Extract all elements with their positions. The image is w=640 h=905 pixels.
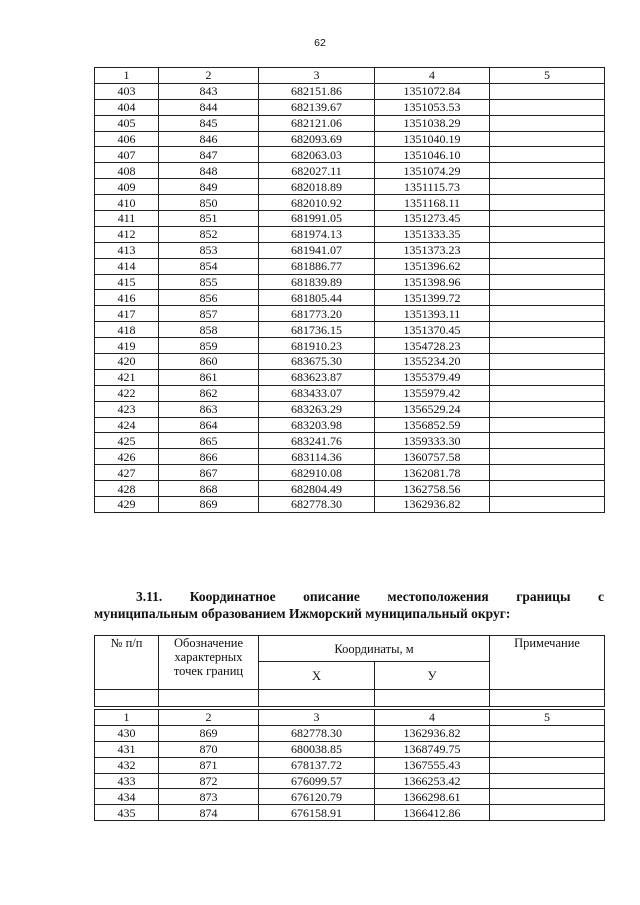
table-cell: 847 (159, 147, 259, 163)
table-cell: 858 (159, 322, 259, 338)
table-cell (490, 274, 605, 290)
table-cell (490, 322, 605, 338)
table-cell (490, 369, 605, 385)
table-cell: 870 (159, 741, 259, 757)
table-cell: 861 (159, 369, 259, 385)
table-cell: 433 (95, 773, 159, 789)
table-cell: 856 (159, 290, 259, 306)
table-cell (490, 242, 605, 258)
table-row (95, 83, 605, 99)
table-cell: 867 (159, 465, 259, 481)
table-cell: 1359333.30 (375, 433, 490, 449)
table-cell (490, 725, 605, 741)
column-number-row (95, 710, 605, 726)
table-row (95, 757, 605, 773)
table-cell: 1351398.96 (375, 274, 490, 290)
table-row (95, 163, 605, 179)
heading-word: границы (516, 589, 571, 604)
header-num: № п/п (95, 636, 159, 690)
table-cell: 420 (95, 354, 159, 370)
table-row (95, 805, 605, 821)
table-cell: 413 (95, 242, 159, 258)
table-cell: 866 (159, 449, 259, 465)
table-cell (490, 211, 605, 227)
header-empty-cell (95, 690, 159, 707)
table-row (95, 773, 605, 789)
table-cell: 1351040.19 (375, 131, 490, 147)
table-cell: 414 (95, 258, 159, 274)
table-cell (490, 115, 605, 131)
table-cell: 682804.49 (259, 481, 375, 497)
table-cell: 418 (95, 322, 159, 338)
table-cell: 405 (95, 115, 159, 131)
table-cell: 855 (159, 274, 259, 290)
table-cell: 849 (159, 179, 259, 195)
column-number-cell: 2 (159, 710, 259, 726)
table-row (95, 725, 605, 741)
table-cell: 683675.30 (259, 354, 375, 370)
table-cell: 1351168.11 (375, 195, 490, 211)
table-cell (490, 354, 605, 370)
table-cell (490, 290, 605, 306)
table-cell: 846 (159, 131, 259, 147)
table-row (95, 131, 605, 147)
table-cell: 1366412.86 (375, 805, 490, 821)
table-cell (490, 773, 605, 789)
table-cell: 1351115.73 (375, 179, 490, 195)
table-cell (490, 401, 605, 417)
header-empty-cell (490, 690, 605, 707)
table-cell: 1356852.59 (375, 417, 490, 433)
table-cell: 422 (95, 385, 159, 401)
table-cell: 1351370.45 (375, 322, 490, 338)
table-cell: 681910.23 (259, 338, 375, 354)
table-cell: 403 (95, 83, 159, 99)
table-cell: 682010.92 (259, 195, 375, 211)
table-cell: 408 (95, 163, 159, 179)
table-cell: 676158.91 (259, 805, 375, 821)
table-cell: 865 (159, 433, 259, 449)
table-cell: 681736.15 (259, 322, 375, 338)
table-row (95, 741, 605, 757)
table-cell (490, 131, 605, 147)
table-row (95, 385, 605, 401)
table-row (95, 789, 605, 805)
table-row (95, 338, 605, 354)
table-cell: 426 (95, 449, 159, 465)
table-cell: 1351053.53 (375, 99, 490, 115)
table-cell: 1356529.24 (375, 401, 490, 417)
coordinates-table (94, 709, 605, 821)
table-cell: 683263.29 (259, 401, 375, 417)
table-row (95, 211, 605, 227)
table-cell: 676120.79 (259, 789, 375, 805)
table-row (95, 242, 605, 258)
table-cell: 1351333.35 (375, 226, 490, 242)
table-cell (490, 99, 605, 115)
table-cell (490, 258, 605, 274)
coordinates-table-continued (94, 67, 605, 513)
table-cell: 404 (95, 99, 159, 115)
table-cell: 678137.72 (259, 757, 375, 773)
table-cell: 681839.89 (259, 274, 375, 290)
table-row (95, 147, 605, 163)
table-cell (490, 385, 605, 401)
column-number-cell: 1 (95, 710, 159, 726)
table-cell (490, 195, 605, 211)
heading-word: местоположения (387, 589, 489, 604)
table-cell: 683241.76 (259, 433, 375, 449)
table-row (95, 179, 605, 195)
table-cell: 410 (95, 195, 159, 211)
table-cell: 681974.13 (259, 226, 375, 242)
table-cell: 1362758.56 (375, 481, 490, 497)
table-row (95, 369, 605, 385)
table-cell: 1351072.84 (375, 83, 490, 99)
table-cell: 859 (159, 338, 259, 354)
table-cell: 1362936.82 (375, 725, 490, 741)
table-row (95, 417, 605, 433)
heading-word: с (597, 589, 604, 604)
table-cell (490, 741, 605, 757)
column-number-cell: 5 (490, 710, 605, 726)
table-cell: 409 (95, 179, 159, 195)
table-cell (490, 179, 605, 195)
table-cell: 1366298.61 (375, 789, 490, 805)
table-cell: 676099.57 (259, 773, 375, 789)
table-cell: 681991.05 (259, 211, 375, 227)
table-cell: 862 (159, 385, 259, 401)
table-cell: 1351074.29 (375, 163, 490, 179)
table-cell: 863 (159, 401, 259, 417)
table-cell: 432 (95, 757, 159, 773)
table-cell: 1351399.72 (375, 290, 490, 306)
table-row (95, 226, 605, 242)
heading-word: Координатное (189, 589, 276, 604)
table-cell: 431 (95, 741, 159, 757)
table-cell: 425 (95, 433, 159, 449)
table-cell: 860 (159, 354, 259, 370)
table-row (95, 306, 605, 322)
table-row (95, 258, 605, 274)
table-cell (490, 465, 605, 481)
table-cell: 423 (95, 401, 159, 417)
table-row (95, 99, 605, 115)
table-row (95, 449, 605, 465)
column-number-cell: 3 (259, 710, 375, 726)
table-cell: 681941.07 (259, 242, 375, 258)
table-cell: 430 (95, 725, 159, 741)
table-cell (490, 83, 605, 99)
table-cell: 681805.44 (259, 290, 375, 306)
table-cell: 853 (159, 242, 259, 258)
table-cell: 852 (159, 226, 259, 242)
column-number-cell: 1 (95, 68, 159, 84)
table-cell: 682093.69 (259, 131, 375, 147)
header-empty-cell (259, 690, 375, 707)
column-number-row (95, 68, 605, 84)
table-cell: 407 (95, 147, 159, 163)
table-cell: 845 (159, 115, 259, 131)
column-number-cell: 2 (159, 68, 259, 84)
table-cell: 415 (95, 274, 159, 290)
table-cell: 1351273.45 (375, 211, 490, 227)
table-cell (490, 226, 605, 242)
coordinates-table-header (94, 635, 605, 707)
table-cell: 435 (95, 805, 159, 821)
table-cell: 681773.20 (259, 306, 375, 322)
table-cell: 843 (159, 83, 259, 99)
table-cell: 682121.06 (259, 115, 375, 131)
table-cell (490, 306, 605, 322)
column-number-cell: 4 (375, 68, 490, 84)
heading-word: 3.11. (136, 589, 163, 604)
header-designation: Обозначение характерных точек границ (159, 636, 259, 690)
table-cell: 864 (159, 417, 259, 433)
table-cell: 680038.85 (259, 741, 375, 757)
table-cell: 872 (159, 773, 259, 789)
table-cell: 429 (95, 497, 159, 513)
table-cell: 857 (159, 306, 259, 322)
table-cell: 683114.36 (259, 449, 375, 465)
table-cell: 683203.98 (259, 417, 375, 433)
table-cell: 874 (159, 805, 259, 821)
table-cell: 1355379.49 (375, 369, 490, 385)
table-cell: 1367555.43 (375, 757, 490, 773)
table-cell: 1366253.42 (375, 773, 490, 789)
table-cell: 869 (159, 497, 259, 513)
table-cell: 1355979.42 (375, 385, 490, 401)
page-number: 62 (314, 37, 326, 49)
table-cell: 850 (159, 195, 259, 211)
table-row (95, 497, 605, 513)
table-cell (490, 147, 605, 163)
table-cell: 406 (95, 131, 159, 147)
table-cell: 1351046.10 (375, 147, 490, 163)
table-row (95, 433, 605, 449)
table-row (95, 115, 605, 131)
table-cell: 417 (95, 306, 159, 322)
header-note: Примечание (490, 636, 605, 690)
table-cell: 1351393.11 (375, 306, 490, 322)
header-empty-cell (159, 690, 259, 707)
table-row (95, 465, 605, 481)
table-cell (490, 789, 605, 805)
table-cell: 434 (95, 789, 159, 805)
table-cell: 682018.89 (259, 179, 375, 195)
table-cell: 1351038.29 (375, 115, 490, 131)
section-heading (94, 588, 604, 622)
table-cell (490, 163, 605, 179)
table-cell: 848 (159, 163, 259, 179)
table-row (95, 481, 605, 497)
table-cell: 871 (159, 757, 259, 773)
table-cell: 682778.30 (259, 725, 375, 741)
table-cell: 1360757.58 (375, 449, 490, 465)
table-cell: 428 (95, 481, 159, 497)
table-cell: 682151.86 (259, 83, 375, 99)
table-cell: 1368749.75 (375, 741, 490, 757)
table-row (95, 354, 605, 370)
table-cell: 1351396.62 (375, 258, 490, 274)
table-cell: 411 (95, 211, 159, 227)
table-cell: 873 (159, 789, 259, 805)
table-cell: 1362081.78 (375, 465, 490, 481)
table-cell: 854 (159, 258, 259, 274)
table-cell: 427 (95, 465, 159, 481)
table-cell: 1354728.23 (375, 338, 490, 354)
table-cell: 681886.77 (259, 258, 375, 274)
table-cell: 424 (95, 417, 159, 433)
column-number-cell: 4 (375, 710, 490, 726)
section-heading-line1 (94, 588, 604, 605)
column-number-cell: 5 (490, 68, 605, 84)
table-cell (490, 338, 605, 354)
header-x: Х (259, 662, 375, 690)
table-cell: 844 (159, 99, 259, 115)
table-cell: 682027.11 (259, 163, 375, 179)
header-coords: Координаты, м (259, 636, 490, 662)
table-cell (490, 497, 605, 513)
table-cell: 1351373.23 (375, 242, 490, 258)
column-number-cell: 3 (259, 68, 375, 84)
table-row (95, 290, 605, 306)
table-cell: 682063.03 (259, 147, 375, 163)
table-cell: 1355234.20 (375, 354, 490, 370)
table-cell: 1362936.82 (375, 497, 490, 513)
table-cell: 683433.07 (259, 385, 375, 401)
table-cell: 868 (159, 481, 259, 497)
heading-word: описание (303, 589, 360, 604)
table-cell: 682910.08 (259, 465, 375, 481)
header-empty-cell (375, 690, 490, 707)
table-cell: 683623.87 (259, 369, 375, 385)
table-cell (490, 805, 605, 821)
table-cell (490, 417, 605, 433)
table-cell (490, 433, 605, 449)
table-row (95, 195, 605, 211)
table-cell (490, 481, 605, 497)
table-cell (490, 449, 605, 465)
table-cell: 682778.30 (259, 497, 375, 513)
table-row (95, 274, 605, 290)
table-cell (490, 757, 605, 773)
table-cell: 869 (159, 725, 259, 741)
table-cell: 421 (95, 369, 159, 385)
table-row (95, 401, 605, 417)
table-cell: 416 (95, 290, 159, 306)
table-cell: 851 (159, 211, 259, 227)
table-cell: 419 (95, 338, 159, 354)
header-y: У (375, 662, 490, 690)
table-cell: 412 (95, 226, 159, 242)
table-cell: 682139.67 (259, 99, 375, 115)
section-heading-line2: муниципальным образованием Ижморский муниципальный округ: (94, 606, 511, 621)
table-row (95, 322, 605, 338)
